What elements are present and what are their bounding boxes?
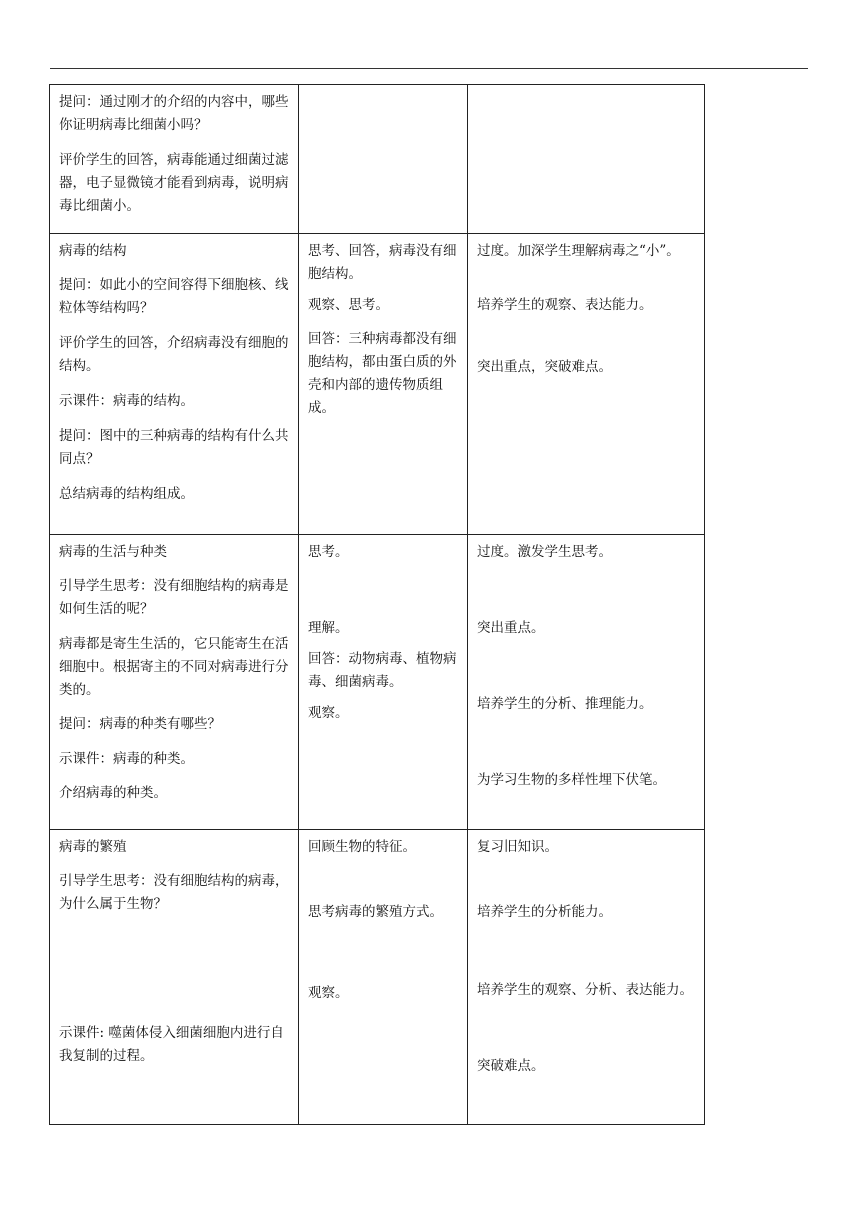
intent-text: 为学习生物的多样性埋下伏笔。 — [477, 772, 666, 788]
table-row — [50, 234, 705, 535]
teacher-text: 提问：通过刚才的介绍的内容中，哪些你证明病毒比细菌小吗？ — [59, 94, 289, 133]
section-heading: 病毒的繁殖 — [59, 839, 127, 855]
intent-text: 过度。激发学生思考。 — [477, 544, 612, 560]
intent-text: 培养学生的观察、表达能力。 — [477, 297, 653, 313]
student-text: 思考、回答，病毒没有细胞结构。 — [308, 243, 457, 282]
intent-text: 培养学生的观察、分析、表达能力。 — [477, 982, 693, 998]
section-heading: 病毒的生活与种类 — [59, 544, 167, 560]
section-heading: 病毒的结构 — [59, 243, 127, 259]
student-activity-cell — [299, 234, 468, 535]
student-text: 回顾生物的特征。 — [308, 839, 416, 855]
teacher-activity-cell — [50, 234, 299, 535]
teacher-text: 评价学生的回答，病毒能通过细菌过滤器，电子显微镜才能看到病毒，说明病毒比细菌小。 — [59, 152, 289, 214]
teacher-activity-cell — [50, 830, 299, 1125]
student-activity-cell — [299, 535, 468, 830]
teacher-text: 示课件：病毒的种类。 — [59, 751, 194, 767]
header-rule — [50, 68, 808, 69]
student-text: 回答：三种病毒都没有细胞结构，都由蛋白质的外壳和内部的遗传物质组成。 — [308, 331, 457, 416]
student-text: 思考。 — [308, 544, 349, 560]
intent-text: 复习旧知识。 — [477, 839, 558, 855]
intent-text: 突出重点，突破难点。 — [477, 359, 612, 375]
student-text: 理解。 — [308, 620, 349, 636]
design-intent-cell — [468, 535, 705, 830]
teacher-activity-cell — [50, 85, 299, 234]
intent-text: 培养学生的分析能力。 — [477, 904, 612, 920]
design-intent-cell — [468, 830, 705, 1125]
design-intent-cell — [468, 85, 705, 234]
teacher-activity-cell — [50, 535, 299, 830]
student-activity-cell — [299, 85, 468, 234]
student-text: 观察。 — [308, 985, 349, 1001]
student-text: 回答：动物病毒、植物病毒、细菌病毒。 — [308, 651, 457, 690]
intent-text: 突出重点。 — [477, 620, 545, 636]
teacher-text: 总结病毒的结构组成。 — [59, 486, 194, 502]
intent-text: 过度。加深学生理解病毒之“小”。 — [477, 243, 680, 259]
teacher-text: 示课件：病毒的结构。 — [59, 393, 194, 409]
teacher-text: 提问：病毒的种类有哪些？ — [59, 716, 221, 732]
teacher-text: 示课件: 噬菌体侵入细菌细胞内进行自我复制的过程。 — [59, 1025, 284, 1064]
teacher-text: 评价学生的回答，介绍病毒没有细胞的结构。 — [59, 335, 289, 374]
teacher-text: 病毒都是寄生生活的，它只能寄生在活细胞中。根据寄主的不同对病毒进行分类的。 — [59, 636, 289, 698]
student-text: 观察、思考。 — [308, 297, 389, 313]
teacher-text: 提问：如此小的空间容得下细胞核、线粒体等结构吗？ — [59, 277, 289, 316]
student-text: 观察。 — [308, 705, 349, 721]
design-intent-cell — [468, 234, 705, 535]
intent-text: 突破难点。 — [477, 1058, 545, 1074]
teacher-text: 引导学生思考：没有细胞结构的病毒是如何生活的呢？ — [59, 578, 289, 617]
teacher-text: 引导学生思考：没有细胞结构的病毒，为什么属于生物？ — [59, 873, 289, 912]
table-row — [50, 535, 705, 830]
table-row — [50, 85, 705, 234]
student-text: 思考病毒的繁殖方式。 — [308, 904, 443, 920]
student-activity-cell — [299, 830, 468, 1125]
teacher-text: 提问：图中的三种病毒的结构有什么共同点？ — [59, 428, 289, 467]
lesson-plan-table — [49, 84, 705, 1125]
table-row — [50, 830, 705, 1125]
teacher-text: 介绍病毒的种类。 — [59, 785, 167, 801]
intent-text: 培养学生的分析、推理能力。 — [477, 696, 653, 712]
